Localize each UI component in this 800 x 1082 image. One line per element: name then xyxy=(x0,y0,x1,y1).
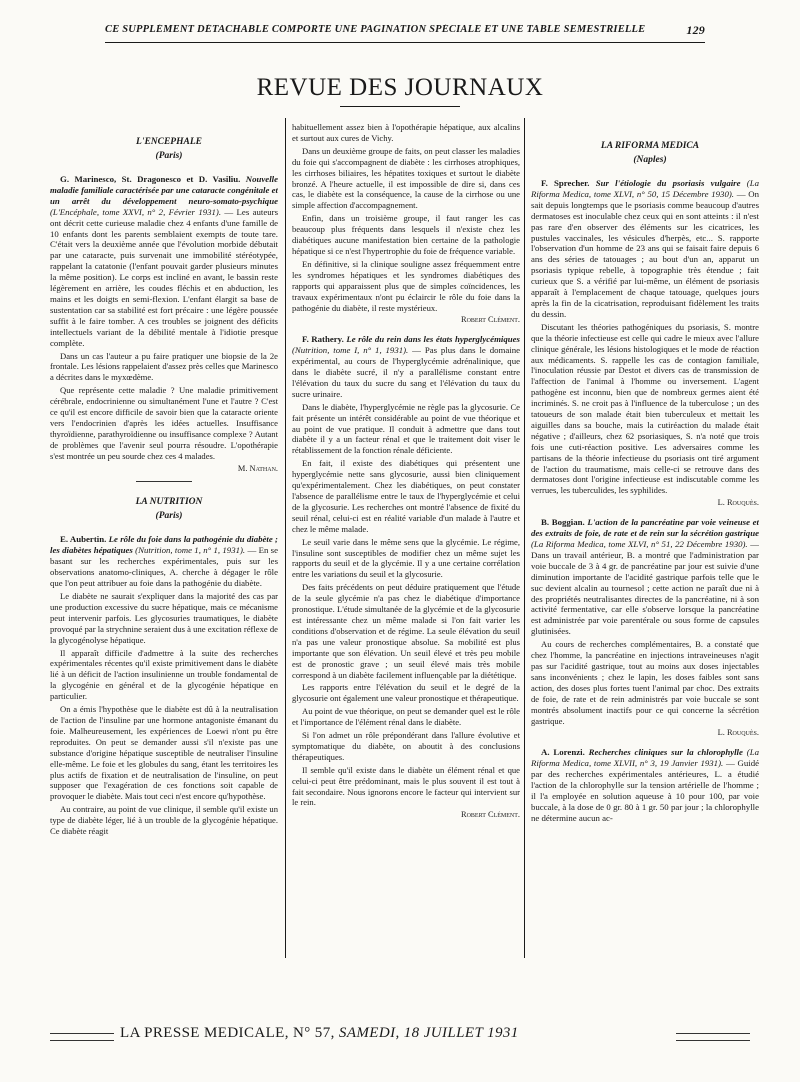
article-authors: A. Lorenzi. xyxy=(541,747,585,758)
article-paragraph: Il semble qu'il existe dans le diabète un élément rénal et que celui-ci peut être prédominant, mais le plus souvent il est tout à fait secondaire. Nous ignorons encore le facteur qui intervient sur le rein. xyxy=(292,764,520,808)
article-head xyxy=(531,517,759,637)
article-signature: L. Rouquès. xyxy=(717,728,759,738)
journal-city: (Paris) xyxy=(155,151,183,161)
article-head xyxy=(292,334,520,399)
article-paragraph: Enfin, dans un troisième groupe, il faut ranger les cas beaucoup plus fréquents dans lesquels il n'existe chez les diabétiques aucune manifestation bien certaine de la pathologie hépatique si ce n'est l'hypertrophie du foie de fréquence variable. xyxy=(292,213,520,256)
article-title: Nouvelle maladie familiale caractérisée par une cataracte congénitale et un arrêt du développement neuro-somato-psychique xyxy=(50,174,278,206)
article-paragraph: Des faits précédents on peut déduire pratiquement que l'étude de la seule glycémie n'a pas chez le diabétique d'importance pronostique. L'étude simultanée de la glycémie et de la glycosurie est intéressante chez un même malade si l'on fait varier les conditions d'observation et de régime. La seule élévation du seuil n'a pas une valeur pronostique absolue. Sa mobilité est plus importante que son élévation. Un seuil élevé et très peu mobile est de pronostic grave ; un seuil élevé mais très mobile correspond à un diabète facilement influençable par la diététique. xyxy=(292,582,520,680)
footer-rule-left xyxy=(50,1033,114,1041)
journal-heading-encephale xyxy=(50,136,278,162)
journal-heading-riforma xyxy=(531,140,759,166)
page-number: 129 xyxy=(686,24,705,37)
article-reference: (La Riforma Medica, tome XLVII, n° 3, 19 Janvier 1931). xyxy=(531,747,759,769)
article-paragraph: — Dans un travail antérieur, B. a montré que l'administration par voie buccale de 3 à 4 gr. de pancréatine par jour est suivie d'une diminution importante de l'acidité gastrique parfois telle que le suc devient alcalin au tournesol ; cette action ne paraît due ni à des propriétés neutralisantes directes de la pancréatine, ni à son activité fermentative, car elle s'observe lorsque la pancréatine est administrée par voie parentérale ou sous forme de capsules glutinisées. xyxy=(531,539,759,637)
article-rathery xyxy=(292,334,520,821)
article-paragraph: En définitive, si la clinique souligne assez fréquemment entre les syndromes hépatiques et les syndromes diabétiques des rapports qui apparaissent plus que de simples coïncidences, les travaux expérimentaux n'ont pu éclaircir le rôle du foie dans la pathogénie du diabète, il reste mystérieux. xyxy=(292,258,520,313)
section-divider xyxy=(136,481,192,482)
article-marinesco xyxy=(50,174,278,474)
article-head xyxy=(531,178,759,320)
article-paragraph: Dans le diabète, l'hyperglycémie ne règle pas la glycosurie. Ce fait présente un intérêt considérable au point de vue théorique et au point de vue pratique. Il conduit à admettre que dans tout diabète il y a un facteur rénal et que le traitement doit viser le rétablissement de la fonction rénale déficiente. xyxy=(292,401,520,456)
article-paragraph: Au cours de recherches complémentaires, B. a constaté que chez l'homme, la pancréatine en injections intraveineuses n'agit pas sur l'acidité gastrique, tout au moins aux doses injectables sans inconvénients ; chez le lapin, les doses faibles sont sans action, des doses plus fortes tuent l'animal par choc. Des extraits de foie, de rate et de rein administrés par voie buccale se sont montrés absolument inactifs pour ce qui concerne la sécrétion gastrique. xyxy=(531,639,759,726)
header-rule xyxy=(105,42,705,43)
article-reference: (Nutrition, tome 1, n° 1, 1931). xyxy=(135,545,246,556)
article-authors: F. Rathery. xyxy=(302,334,344,345)
article-head xyxy=(50,174,278,349)
article-paragraph: Discutant les théories pathogéniques du psoriasis, S. montre que la théorie infectieuse est celle qui cadre le mieux avec l'allure clinique générale, les lésions histologiques et le mode de réaction aux médicaments. S. rappelle les cas de contagion familiale, l'inoculation réussie par Destot et divers cas de transmission de l'affection de l'animal à l'homme ou inversement. L'agent pathogène est inconnu, bien que de nombreux germes aient été incriminés. S. ne croit pas à l'influence de la tuberculose ; un des tatoueurs de son malade était bien tuberculeux et mettait les aiguilles dans sa bouche, mais la cutiréaction du malade était négative ; d'ailleurs, chez 62 psoriasiques, S. n'a noté que trois fois une cuti-réaction positive. Les adversaires comme les partisans de la théorie infectieuse du psoriasis ont tiré argument de l'action du traumatisme, mais celle-ci se retrouve dans des dermatoses dont l'origine infectieuse est indiscutable comme les verrues, les tuberculides, les syphilides. xyxy=(531,321,759,496)
article-title: Sur l'étiologie du psoriasis vulgaire xyxy=(595,178,741,188)
article-paragraph: Les rapports entre l'élévation du seuil et le degré de la glycosurie ont également une valeur pronostique et thérapeutique. xyxy=(292,682,520,704)
article-title: Recherches cliniques sur la chlorophylle xyxy=(588,747,743,758)
article-paragraph: — Guidé par des recherches expérimentales antérieures, L. a étudié l'action de la chlorophylle sur la tension artérielle de l'homme ; il l'a employée en solution aqueuse à 10 pour 100, par voie buccale, à la dose de 0 gr. 80 à 1 gr. 50 par jour ; la chlorophylle ne détermine aucun ac- xyxy=(531,758,759,823)
article-authors: B. Boggian. xyxy=(541,517,585,528)
page-footer xyxy=(120,1025,680,1047)
article-signature: Robert Clément. xyxy=(461,315,520,325)
article-paragraph: Il apparaît difficile d'admettre à la suite des recherches expérimentales récentes qu'il existe primitivement dans le diabète lié à un déficit de l'action insulinienne un trouble fondamental de la glycogénie en général et de la glycogénie hépatique en particulier. xyxy=(50,647,278,702)
article-aubertin-continued xyxy=(292,122,520,326)
article-paragraph: Dans un deuxième groupe de faits, on peut classer les maladies du foie qui s'accompagnent de diabète : les cirrhoses atrophiques, les cirrhoses biliaires, les hépatites toxiques et surtout le diabète bronzé. A l'heure actuelle, il est impossible de dire si, dans ces cas, le diabète est la conséquence, la cause de la cirrhose ou une simple affection d'accompagnement. xyxy=(292,145,520,211)
article-reference: (La Riforma Medica, tome XLVI, n° 51, 22 Décembre 1930). xyxy=(531,539,748,549)
running-header-text: CE SUPPLÉMENT DÉTACHABLE COMPORTE UNE PAGINATION SPÉCIALE ET UNE TABLE SEMESTRIELLE xyxy=(105,24,646,35)
article-paragraph: Le seuil varie dans le même sens que la glycémie. Le régime, l'insuline sont susceptibles de modifier chez un même sujet les rapports du seuil et de la glycémie. Il y a une certaine corrélation entre les variations du seuil et la glycosurie. xyxy=(292,536,520,580)
page-title: REVUE DES JOURNAUX xyxy=(256,74,544,101)
article-head xyxy=(50,534,278,589)
article-signature: L. Rouquès. xyxy=(717,498,759,508)
article-reference: (Nutrition, tome I, n° 1, 1931). xyxy=(292,345,409,356)
running-header xyxy=(105,24,705,40)
journal-city: (Paris) xyxy=(155,511,183,522)
article-authors: F. Sprecher. xyxy=(541,178,590,188)
article-paragraph: — En se basant sur les recherches expérimentales, puis sur les observations anatomo-cliniques, A. cherche à dégager le rôle que l'on peut attribuer au foie dans la pathogénie du diabète. xyxy=(50,545,278,589)
article-signature: M. Nathan. xyxy=(237,463,278,473)
journal-name: L'ENCEPHALE xyxy=(136,137,202,147)
article-paragraph: Si l'on admet un rôle prépondérant dans l'allure évolutive et symptomatique du diabète, on aboutit à des conclusions thérapeutiques. xyxy=(292,730,520,762)
article-lorenzi xyxy=(531,747,759,823)
article-sprecher xyxy=(531,178,759,509)
article-reference: (La Riforma Medica, tome XLVI, n° 50, 15 Décembre 1930). xyxy=(531,178,759,199)
article-reference: (L'Encéphale, tome XXVI, n° 2, Février 1931). xyxy=(50,206,222,217)
article-paragraph: — Les auteurs ont décrit cette curieuse maladie chez 4 enfants d'une famille de 10 enfants dont les parents semblaient exempts de toute tare. C'était vers la deuxième année que l'évolution morbide débutait par une cataracte, puis survenait une immobilité stéréotypée, rappelant la catatonie (l'enfant pouvait garder plusieurs minutes la même position). Le corps est incliné en avant, le bassin reste légèrement en arrière, les coudes fléchis et en abduction, les mains et les doigts en semi-flexion. L'enfant élargit sa base de sustentation car sa stabilité est fort précaire : une légère poussée suffit à le faire tomber. A ces troubles se joignent des déficits intellectuels variant de la débilité mentale à l'idiotie presque complète. xyxy=(50,206,278,348)
footer-rule-right xyxy=(676,1033,750,1041)
footer-number: N° 57, xyxy=(293,1025,335,1041)
title-rule xyxy=(340,106,460,107)
article-paragraph: On a émis l'hypothèse que le diabète est dû à la neutralisation de l'action de l'insuline par une hormone antagoniste émanant du foie. Malheureusement, les expériences de Loewi n'ont pu être reproduites. On peut se demander aussi s'il n'existe pas une substance d'origine hépatique susceptible de neutraliser l'insuline elle-même. Le foie et les globules du sang, étant les territoires les plus actifs de fixation et de neutralisation de l'insuline, on peut supposer que l'exagération de ces fonctions soit capable de provoquer le diabète. Mais tout ceci n'est encore qu'hypothèse. xyxy=(50,704,278,802)
article-paragraph: Que représente cette maladie ? Une maladie primitivement cérébrale, endocrinienne ou simultanément l'une et l'autre ? C'est ce qu'il est encore difficile de savoir bien que la cataracte oriente vers l'endocrinien d'après les idées actuelles. Insuffisance thyroïdienne, parathyroïdienne ou insuffisance complexe ? Autant de problèmes que l'avenir seul pourra résoudre. L'opothérapie s'est montrée un peu sourde chez ces 4 malades. xyxy=(50,385,278,461)
article-paragraph: Au contraire, au point de vue clinique, il semble qu'il existe un type de diabète léger, lié à un trouble de la glycogénie hépatique. Ce diabète réagit xyxy=(50,804,278,837)
article-paragraph: — On sait depuis longtemps que le psoriasis comme beaucoup d'autres dermatoses est inoculable chez ceux qui en sont atteints : il n'est pas rare d'en observer des éléments sur les cicatrices, les pustules vaccinales, les vésicules d'herpès, etc... S. rapporte l'observation d'un homme de 23 ans qui se faisait faire depuis 6 ans des séries de tatouages ; au bout d'un an, apparut un psoriasis typique rebelle, à topographie très étendue ; fait curieux que S. a vérifié par lui-même, un élément de psoriasis apparaît à l'emplacement de chaque tatouage, quelques jours après la fin de la cicatrisation, reproduisant fidèlement les traits du dessin. xyxy=(531,188,759,319)
footer-date: SAMEDI, 18 JUILLET 1931 xyxy=(338,1025,519,1041)
article-paragraph: habituellement assez bien à l'opothérapie hépatique, aux alcalins et surtout aux cures de Vichy. xyxy=(292,122,520,143)
column-3 xyxy=(531,122,759,962)
column-divider-2 xyxy=(524,118,525,958)
article-paragraph: En fait, il existe des diabétiques qui présentent une hyperglycémie nette sans glycosurie, aussi bien cliniquement qu'expérimentalement. Chez les diabétiques, on peut constater l'absence de parallélisme entre le taux de l'hyperglycémie et celui de la glycosurie. Les recherches ont montré l'absence de fixité du seuil rénal, celui-ci est en réalité variable d'un malade à l'autre et chez le même malade. xyxy=(292,458,520,534)
column-divider-1 xyxy=(285,118,286,958)
journal-city: (Naples) xyxy=(633,155,667,165)
article-signature: Robert Clément. xyxy=(461,810,520,820)
article-paragraph: Au point de vue théorique, on peut se demander quel est le rôle et l'importance de l'élément rénal dans le diabète. xyxy=(292,706,520,728)
article-paragraph: Dans un cas l'auteur a pu faire pratiquer une biopsie de la 2e frontale. Les lésions rappelaient d'assez près celles que Marinesco a décrites dans le myxœdème. xyxy=(50,350,278,383)
footer-journal: LA PRESSE MEDICALE, xyxy=(120,1025,289,1041)
article-aubertin xyxy=(50,534,278,836)
article-boggian xyxy=(531,517,759,739)
article-authors: G. Marinesco, St. Dragonesco et D. Vasiliu. xyxy=(60,174,241,184)
journal-name: LA RIFORMA MEDICA xyxy=(600,141,700,151)
article-title: Le rôle du rein dans les états hyperglycémiques xyxy=(346,334,520,345)
article-title: Le rôle du foie dans la pathogénie du diabète ; les diabètes hépatiques xyxy=(50,534,278,556)
column-2 xyxy=(292,122,520,962)
article-head xyxy=(531,747,759,823)
article-paragraph: Le diabète ne saurait s'expliquer dans la majorité des cas par une production excessive du sucre hépatique, mais ce mécanisme peut intervenir parfois. Les glycosuries traumatiques, le diabète provoqué par la strychnine seraient dus à une excitation réflexe de la glycogénolyse hépatique. xyxy=(50,591,278,645)
article-paragraph: — Pas plus dans le domaine expérimental, au cours de l'hyperglycémie adrénalinique, que dans le diabète sucré, il n'y a parallélisme constant entre l'élévation du taux du sucre du sang et l'élévation du taux du sucre urinaire. xyxy=(292,345,520,399)
journal-heading-nutrition xyxy=(50,496,278,522)
journal-name: LA NUTRITION xyxy=(135,497,203,508)
column-1 xyxy=(50,122,278,962)
article-authors: E. Aubertin. xyxy=(60,534,107,545)
article-title: L'action de la pancréatine par voie veineuse et des extraits de foie, de rate et de rein sur la sécrétion gastrique xyxy=(531,517,759,539)
